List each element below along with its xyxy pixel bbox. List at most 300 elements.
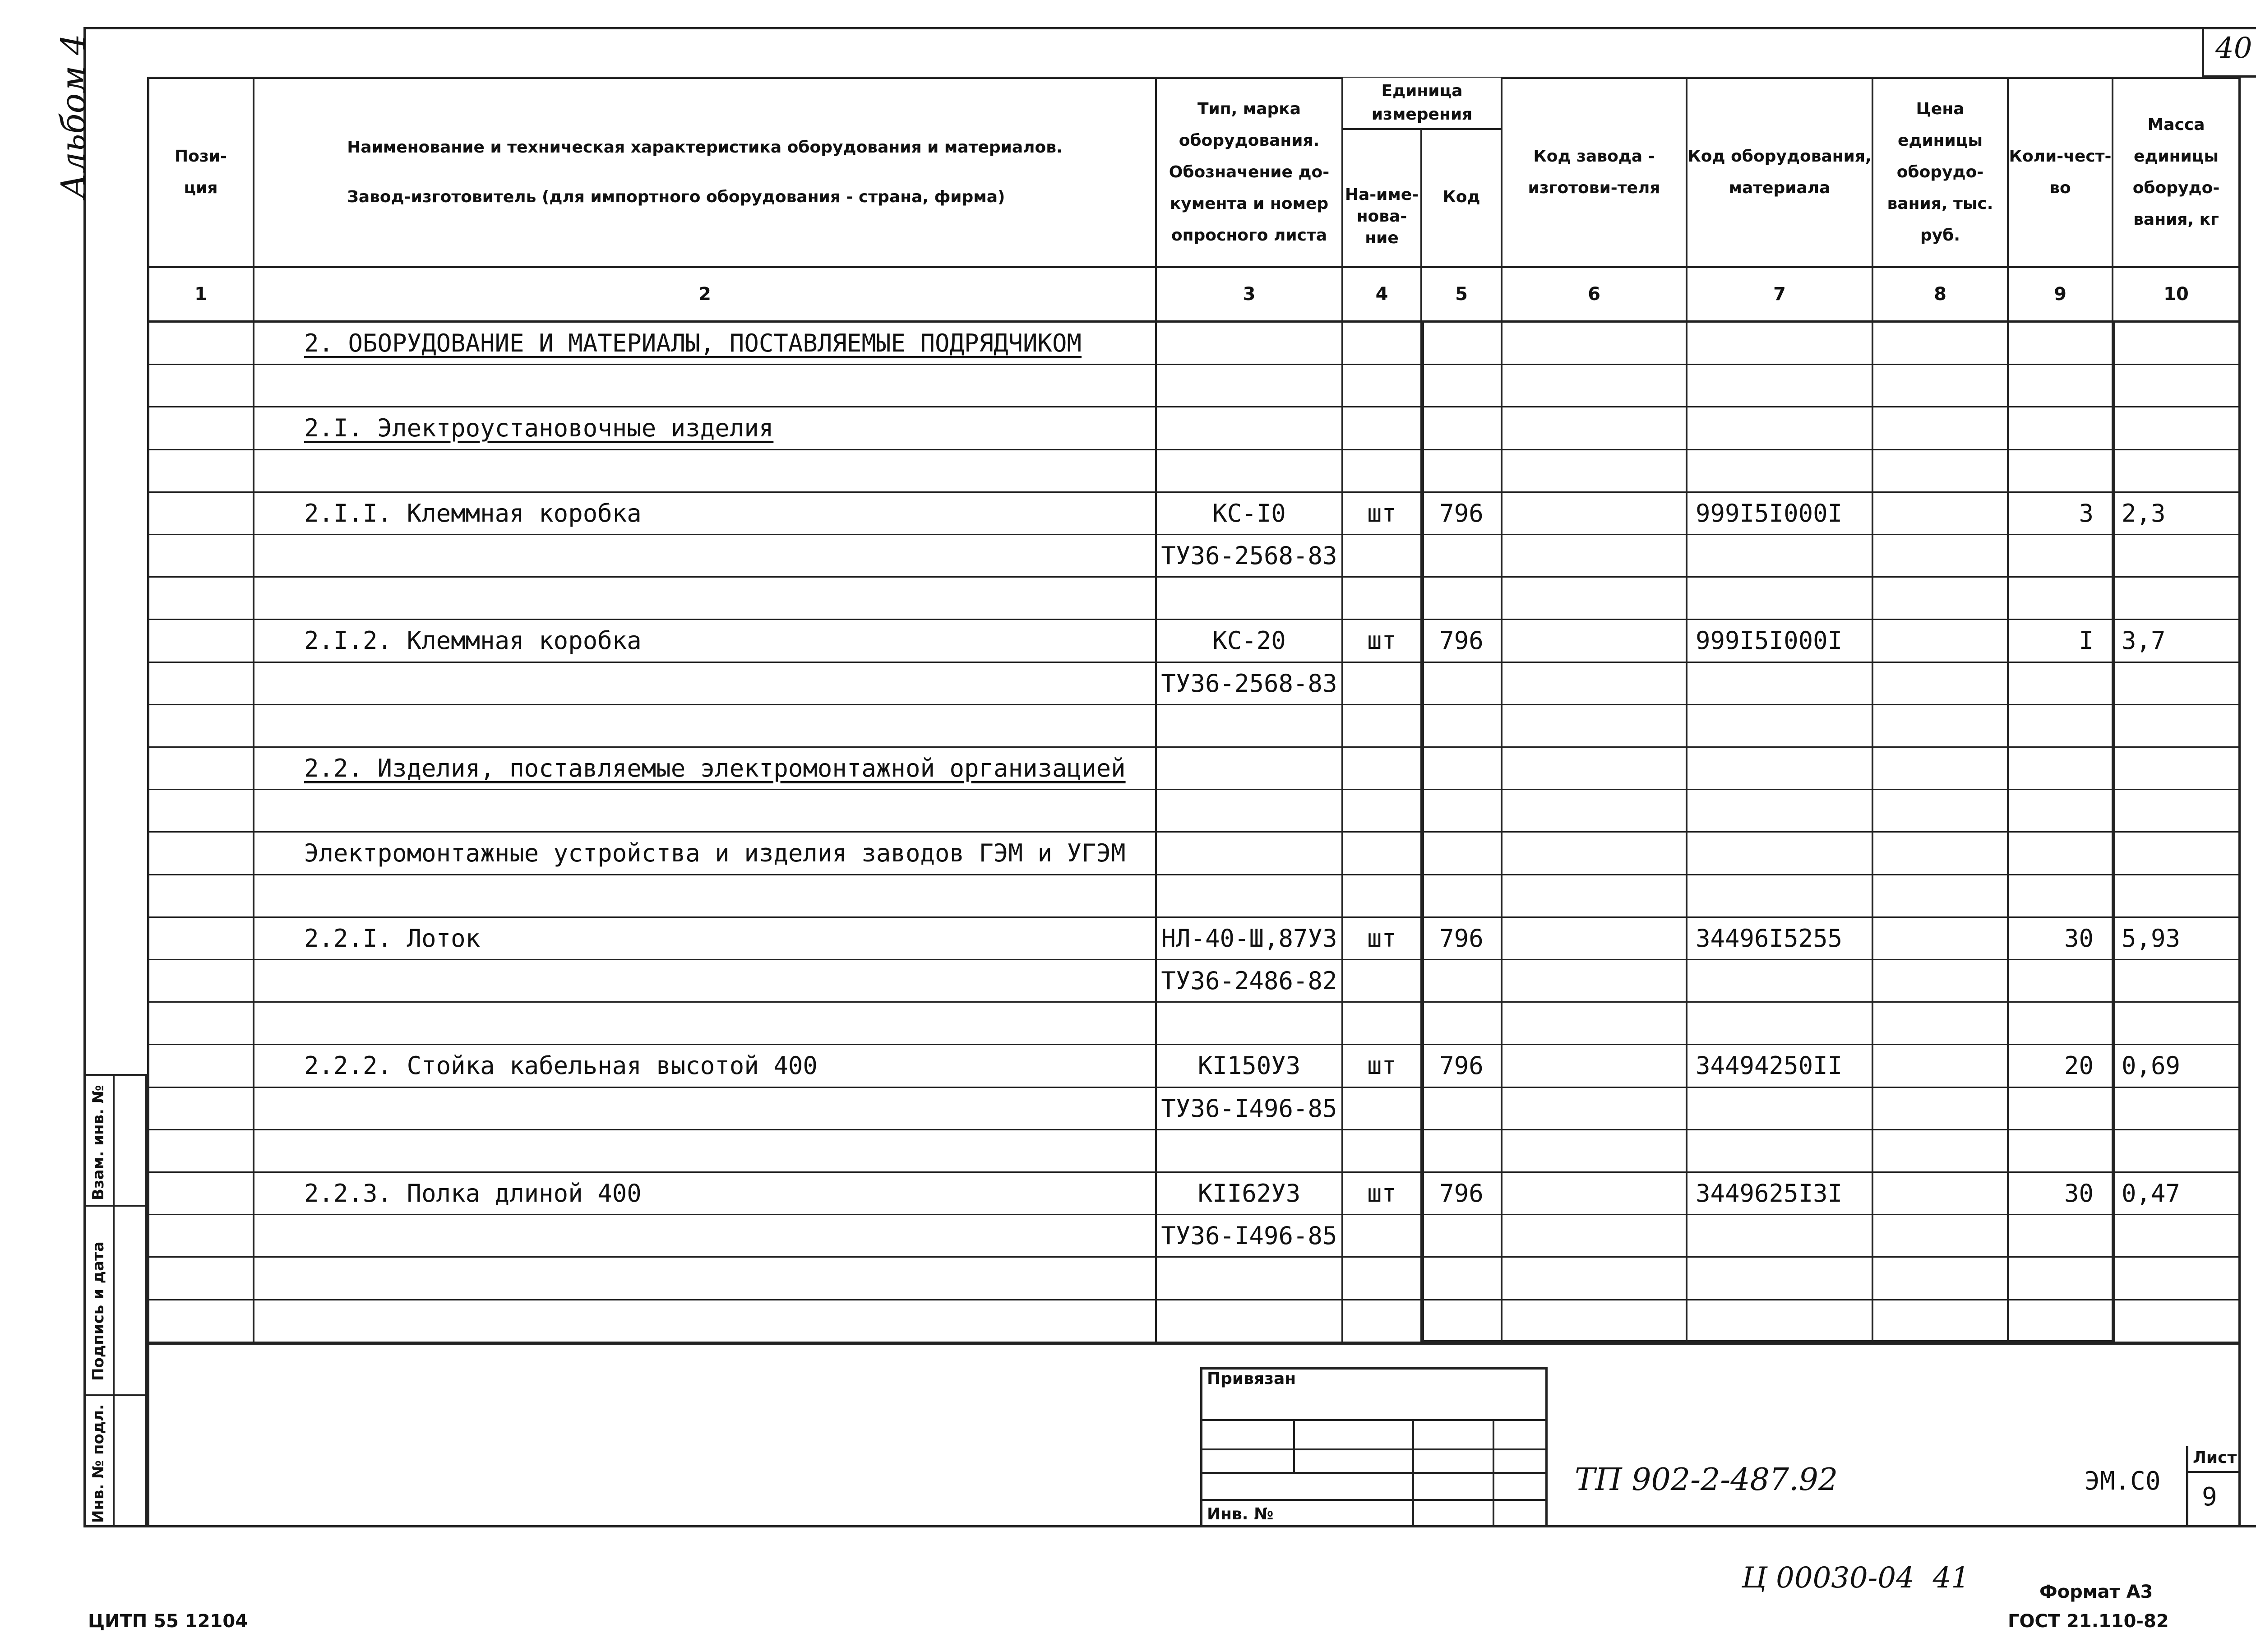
stamp-sheet-label: Лист [2193, 1448, 2237, 1467]
cell-price [1873, 578, 2009, 619]
cell-pos [149, 1003, 254, 1044]
cell-unit_code [1422, 620, 1502, 661]
cell-unit_code [1422, 578, 1502, 619]
cell-factory_code [1502, 365, 1687, 406]
cell-unit_code [1422, 323, 1502, 364]
table-row [149, 1088, 2239, 1130]
side-inv-podl: Инв. № подл. [89, 1404, 107, 1523]
cell-unit_code [1422, 1003, 1502, 1044]
colnum-4: 4 [1343, 267, 1422, 321]
name-text: 2.I.I. Клеммная коробка [304, 499, 642, 528]
equip_code-text: 34496I5255 [1696, 924, 1843, 953]
type-text: ТУ36-2486-82 [1161, 967, 1337, 995]
cell-price [1873, 1003, 2009, 1044]
cell-qty [2009, 1300, 2113, 1342]
cell-pos [149, 323, 254, 364]
cell-name [254, 1300, 1157, 1342]
cell-unit [1343, 1300, 1422, 1342]
unit_code-text: 796 [1439, 626, 1484, 655]
cell-unit [1343, 1258, 1422, 1299]
cell-name [254, 1130, 1157, 1171]
cell-unit [1343, 578, 1422, 619]
cell-type [1157, 493, 1343, 534]
cell-type [1157, 407, 1343, 449]
side-vzam-inv: Взам. инв. № [89, 1085, 107, 1200]
cell-mass [2113, 1045, 2239, 1086]
type-text: КС-20 [1212, 626, 1286, 655]
cell-unit [1343, 1045, 1422, 1086]
unit-text: шт [1367, 1051, 1397, 1080]
cell-qty [2009, 620, 2113, 661]
cell-name [254, 663, 1157, 704]
cell-pos [149, 748, 254, 789]
table-row [149, 1258, 2239, 1300]
cell-equip_code [1687, 578, 1873, 619]
cell-mass [2113, 918, 2239, 959]
cell-qty [2009, 1215, 2113, 1256]
cell-type [1157, 1300, 1343, 1342]
cell-unit_code [1422, 705, 1502, 746]
table-row [149, 1215, 2239, 1258]
cell-factory_code [1502, 918, 1687, 959]
cell-type [1157, 323, 1343, 364]
cell-equip_code [1687, 790, 1873, 831]
table-row [149, 790, 2239, 833]
cell-name [254, 748, 1157, 789]
cell-qty [2009, 960, 2113, 1001]
cell-pos [149, 1258, 254, 1299]
table-row [149, 833, 2239, 875]
cell-price [1873, 1300, 2009, 1342]
cell-factory_code [1502, 450, 1687, 491]
cell-name [254, 365, 1157, 406]
cell-mass [2113, 748, 2239, 789]
cell-unit_code [1422, 450, 1502, 491]
stamp-vline-3 [1493, 1419, 1494, 1527]
cell-mass [2113, 578, 2239, 619]
side-stamp-divider [113, 1074, 115, 1527]
cell-pos [149, 918, 254, 959]
cell-qty [2009, 663, 2113, 704]
cell-mass [2113, 663, 2239, 704]
qty-text: 3 [2079, 499, 2094, 528]
unit_code-text: 796 [1439, 1179, 1484, 1208]
cell-price [1873, 407, 2009, 449]
table-row [149, 918, 2239, 960]
unit-text: шт [1367, 626, 1397, 655]
cell-price [1873, 918, 2009, 959]
cell-factory_code [1502, 1300, 1687, 1342]
type-text: ТУ36-I496-85 [1161, 1094, 1337, 1123]
table-row [149, 578, 2239, 620]
cell-type [1157, 705, 1343, 746]
cell-unit [1343, 1215, 1422, 1256]
cell-qty [2009, 535, 2113, 576]
table-row [149, 365, 2239, 407]
cell-factory_code [1502, 1215, 1687, 1256]
cell-unit_code [1422, 1215, 1502, 1256]
cell-unit_code [1422, 918, 1502, 959]
cell-mass [2113, 620, 2239, 661]
cell-mass [2113, 535, 2239, 576]
cell-price [1873, 1045, 2009, 1086]
equip_code-text: 999I5I000I [1696, 499, 1843, 528]
name-text: 2.2.2. Стойка кабельная высотой 400 [304, 1051, 818, 1080]
cell-name [254, 450, 1157, 491]
cell-name [254, 407, 1157, 449]
cell-type [1157, 1003, 1343, 1044]
table-row [149, 663, 2239, 705]
cell-unit [1343, 1130, 1422, 1171]
cell-equip_code [1687, 1045, 1873, 1086]
cell-mass [2113, 493, 2239, 534]
cell-factory_code [1502, 663, 1687, 704]
mass-text: 2,3 [2122, 499, 2166, 528]
cell-mass [2113, 450, 2239, 491]
cell-name [254, 1045, 1157, 1086]
cell-factory_code [1502, 493, 1687, 534]
cell-type [1157, 1045, 1343, 1086]
cell-type [1157, 960, 1343, 1001]
cell-pos [149, 450, 254, 491]
type-text: КII62У3 [1197, 1179, 1301, 1208]
cell-name [254, 705, 1157, 746]
cell-price [1873, 705, 2009, 746]
qty-text: I [2079, 626, 2094, 655]
unit-group-label: Единица измерения [1371, 82, 1473, 124]
cell-factory_code [1502, 578, 1687, 619]
corner-number: 40 [2215, 32, 2252, 65]
cell-price [1873, 748, 2009, 789]
cell-pos [149, 365, 254, 406]
cell-type [1157, 790, 1343, 831]
cell-equip_code [1687, 875, 1873, 916]
cell-factory_code [1502, 960, 1687, 1001]
cell-qty [2009, 1045, 2113, 1086]
type-text: ТУ36-2568-83 [1161, 669, 1337, 698]
cell-pos [149, 875, 254, 916]
colnum-10: 10 [2164, 284, 2189, 305]
side-stamp-line-2 [83, 1394, 147, 1396]
cell-qty [2009, 407, 2113, 449]
table-header-row [149, 78, 2239, 267]
table-row [149, 1130, 2239, 1173]
cell-pos [149, 1173, 254, 1214]
cell-unit [1343, 493, 1422, 534]
cell-type [1157, 578, 1343, 619]
cell-unit_code [1422, 833, 1502, 874]
cell-unit [1343, 620, 1422, 661]
name-text: 2.2.I. Лоток [304, 924, 481, 953]
cell-mass [2113, 1300, 2239, 1342]
cell-pos [149, 535, 254, 576]
cell-factory_code [1502, 407, 1687, 449]
cell-type [1157, 1173, 1343, 1214]
cell-name [254, 918, 1157, 959]
header-factory-code: Код завода - изготови-теля [1528, 147, 1660, 197]
cell-type [1157, 1088, 1343, 1129]
cell-qty [2009, 748, 2113, 789]
mass-text: 0,69 [2122, 1051, 2181, 1080]
cell-unit_code [1422, 875, 1502, 916]
table-row [149, 748, 2239, 790]
cell-qty [2009, 1173, 2113, 1214]
cell-mass [2113, 705, 2239, 746]
stamp-privyazan-box [1200, 1367, 1548, 1527]
qty-text: 30 [2064, 924, 2094, 953]
cell-qty [2009, 875, 2113, 916]
table-row [149, 1300, 2239, 1343]
equip_code-text: 3449625I3I [1696, 1179, 1843, 1208]
cell-type [1157, 1215, 1343, 1256]
side-podpis-data: Подпись и дата [89, 1241, 107, 1381]
cell-factory_code [1502, 833, 1687, 874]
cell-factory_code [1502, 535, 1687, 576]
stamp-inv-no: Инв. № [1207, 1505, 1274, 1523]
table-row [149, 493, 2239, 535]
colnum-7: 7 [1687, 267, 1873, 321]
cell-factory_code [1502, 790, 1687, 831]
cell-price [1873, 365, 2009, 406]
cell-price [1873, 875, 2009, 916]
cell-unit [1343, 535, 1422, 576]
header-price: Цена единицы оборудо-вания, тыс. руб. [1887, 100, 1993, 245]
cell-unit [1343, 365, 1422, 406]
stamp-designation: ТП 902-2-487.92 [1575, 1462, 1838, 1498]
footer-gost: ГОСТ 21.110-82 [2008, 1611, 2169, 1632]
cell-pos [149, 620, 254, 661]
type-text: ТУ36-2568-83 [1161, 541, 1337, 570]
unit_code-text: 796 [1439, 499, 1484, 528]
equip_code-text: 999I5I000I [1696, 626, 1843, 655]
cell-factory_code [1502, 1088, 1687, 1129]
cell-name [254, 535, 1157, 576]
type-text: ТУ36-I496-85 [1161, 1222, 1337, 1250]
cell-name [254, 1173, 1157, 1214]
cell-equip_code [1687, 323, 1873, 364]
cell-mass [2113, 875, 2239, 916]
cell-equip_code [1687, 1003, 1873, 1044]
cell-unit [1343, 918, 1422, 959]
mass-text: 0,47 [2122, 1179, 2181, 1208]
cell-type [1157, 748, 1343, 789]
cell-factory_code [1502, 1258, 1687, 1299]
header-unit-name: На-име-нова-ние [1345, 185, 1419, 247]
cell-factory_code [1502, 323, 1687, 364]
cell-unit [1343, 748, 1422, 789]
cell-unit [1343, 323, 1422, 364]
footer-citp: ЦИТП 55 12104 [88, 1611, 248, 1632]
cell-price [1873, 323, 2009, 364]
cell-qty [2009, 1258, 2113, 1299]
unit-text: шт [1367, 1179, 1397, 1208]
cell-name [254, 578, 1157, 619]
cell-type [1157, 833, 1343, 874]
cell-equip_code [1687, 1130, 1873, 1171]
side-stamp-line-1 [83, 1205, 147, 1207]
table-row [149, 875, 2239, 918]
cell-price [1873, 620, 2009, 661]
cell-mass [2113, 365, 2239, 406]
colnum-9: 9 [2009, 267, 2113, 321]
cell-type [1157, 663, 1343, 704]
cell-name [254, 620, 1157, 661]
cell-mass [2113, 323, 2239, 364]
cell-type [1157, 1130, 1343, 1171]
cell-type [1157, 1258, 1343, 1299]
cell-price [1873, 960, 2009, 1001]
cell-price [1873, 493, 2009, 534]
cell-mass [2113, 1130, 2239, 1171]
cell-qty [2009, 1130, 2113, 1171]
header-unit-code: Код [1442, 188, 1480, 206]
cell-equip_code [1687, 450, 1873, 491]
cell-unit_code [1422, 1173, 1502, 1214]
cell-pos [149, 833, 254, 874]
cell-mass [2113, 1258, 2239, 1299]
cell-unit [1343, 960, 1422, 1001]
unit-group-header [1343, 78, 1501, 130]
cell-unit [1343, 1173, 1422, 1214]
cell-equip_code [1687, 705, 1873, 746]
cell-qty [2009, 365, 2113, 406]
table-row [149, 1045, 2239, 1087]
cell-name [254, 323, 1157, 364]
cell-factory_code [1502, 1173, 1687, 1214]
cell-name [254, 1215, 1157, 1256]
name-text: 2.I.2. Клеммная коробка [304, 626, 642, 655]
cell-equip_code [1687, 1258, 1873, 1299]
cell-qty [2009, 705, 2113, 746]
stamp-line-b [1200, 1448, 1548, 1450]
stamp-area [147, 1343, 2241, 1527]
cell-mass [2113, 407, 2239, 449]
stamp-line-c [1200, 1472, 1548, 1474]
header-position: Пози- ция [175, 147, 227, 197]
cell-equip_code [1687, 663, 1873, 704]
cell-unit_code [1422, 365, 1502, 406]
cell-unit [1343, 407, 1422, 449]
type-text: КI150У3 [1197, 1051, 1301, 1080]
column-number-row [149, 267, 2239, 321]
cell-unit_code [1422, 663, 1502, 704]
cell-qty [2009, 1088, 2113, 1129]
cell-qty [2009, 578, 2113, 619]
cell-unit [1343, 663, 1422, 704]
cell-unit [1343, 875, 1422, 916]
cell-unit_code [1422, 1258, 1502, 1299]
cell-pos [149, 705, 254, 746]
stamp-sheet-number: 9 [2202, 1482, 2217, 1512]
type-text: КС-I0 [1212, 499, 1286, 528]
cell-pos [149, 578, 254, 619]
cell-qty [2009, 323, 2113, 364]
cell-unit_code [1422, 1045, 1502, 1086]
stamp-line-a [1200, 1419, 1548, 1421]
stamp-privyazan: Привязан [1207, 1370, 1296, 1388]
cell-qty [2009, 918, 2113, 959]
cell-unit_code [1422, 1300, 1502, 1342]
table-row [149, 705, 2239, 748]
cell-unit_code [1422, 960, 1502, 1001]
cell-equip_code [1687, 918, 1873, 959]
header-type: Тип, марка оборудования. Обозначение до-кумента и номер опросного листа [1169, 100, 1330, 245]
cell-equip_code [1687, 748, 1873, 789]
cell-unit [1343, 790, 1422, 831]
table-row [149, 407, 2239, 450]
header-quantity: Коли-чест-во [2009, 147, 2112, 197]
name-text: 2. ОБОРУДОВАНИЕ И МАТЕРИАЛЫ, ПОСТАВЛЯЕМЫЕ ПОДРЯДЧИКОМ [304, 329, 1082, 358]
equip_code-text: 34494250II [1696, 1051, 1843, 1080]
stamp-vline-2 [1412, 1419, 1414, 1527]
cell-price [1873, 535, 2009, 576]
cell-equip_code [1687, 1300, 1873, 1342]
cell-equip_code [1687, 365, 1873, 406]
table-row [149, 1173, 2239, 1215]
stamp-code: ЭМ.С0 [2085, 1467, 2161, 1496]
cell-unit_code [1422, 493, 1502, 534]
cell-qty [2009, 1003, 2113, 1044]
cell-factory_code [1502, 1130, 1687, 1171]
cell-equip_code [1687, 960, 1873, 1001]
table-row [149, 1003, 2239, 1045]
cell-type [1157, 535, 1343, 576]
table-row [149, 960, 2239, 1003]
cell-price [1873, 450, 2009, 491]
cell-name [254, 790, 1157, 831]
cell-type [1157, 365, 1343, 406]
cell-unit [1343, 833, 1422, 874]
cell-price [1873, 1258, 2009, 1299]
cell-unit_code [1422, 1088, 1502, 1129]
cell-name [254, 1258, 1157, 1299]
cell-pos [149, 493, 254, 534]
album-label: Альбом 4 [54, 33, 93, 199]
cell-factory_code [1502, 1003, 1687, 1044]
cell-unit_code [1422, 1130, 1502, 1171]
cell-qty [2009, 493, 2113, 534]
cell-pos [149, 1088, 254, 1129]
cell-mass [2113, 1003, 2239, 1044]
cell-name [254, 1003, 1157, 1044]
cell-pos [149, 1300, 254, 1342]
qty-text: 30 [2064, 1179, 2094, 1208]
cell-pos [149, 960, 254, 1001]
cell-equip_code [1687, 1215, 1873, 1256]
table-row [149, 620, 2239, 662]
cell-equip_code [1687, 1088, 1873, 1129]
cell-type [1157, 620, 1343, 661]
name-text: 2.2.3. Полка длиной 400 [304, 1179, 642, 1208]
cell-mass [2113, 1215, 2239, 1256]
colnum-3: 3 [1157, 267, 1343, 321]
table-row [149, 450, 2239, 493]
cell-type [1157, 450, 1343, 491]
colnum-1: 1 [149, 267, 254, 321]
cell-name [254, 875, 1157, 916]
colnum-8: 8 [1873, 267, 2009, 321]
header-mass: Масса единицы оборудо-вания, кг [2132, 116, 2220, 229]
cell-factory_code [1502, 705, 1687, 746]
name-text: Электромонтажные устройства и изделия заводов ГЭМ и УГЭМ [304, 839, 1126, 868]
cell-qty [2009, 790, 2113, 831]
footer-handwritten-code: Ц 00030-04 41 [1742, 1561, 1969, 1595]
body-thick-line-col5 [1421, 321, 1424, 1342]
unit-text: шт [1367, 499, 1397, 528]
cell-unit_code [1422, 748, 1502, 789]
cell-factory_code [1502, 620, 1687, 661]
header-equipment-code: Код оборудования, материала [1687, 147, 1872, 197]
